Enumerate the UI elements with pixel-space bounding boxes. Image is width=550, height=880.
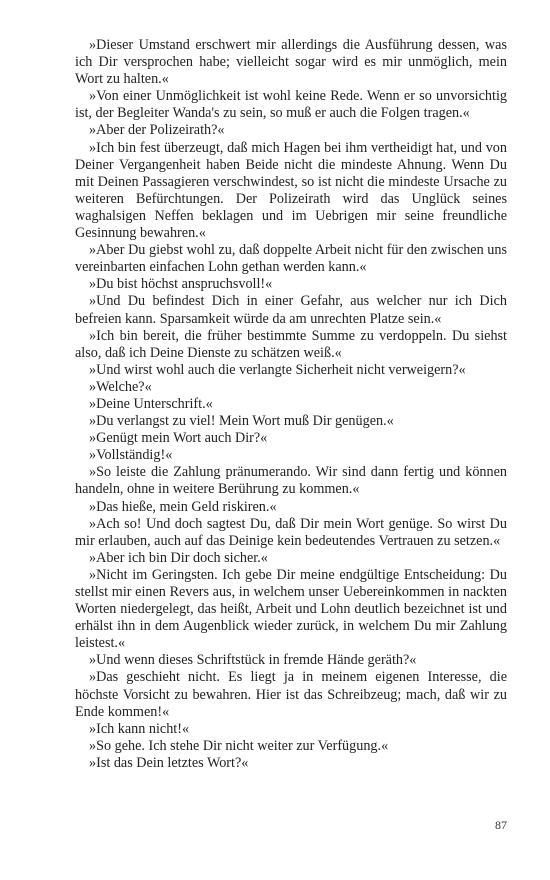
paragraph: »Welche?« [89,378,152,395]
paragraph: »Aber der Polizeirath?« [89,122,225,139]
page-number: 87 [495,818,507,832]
paragraph: »Ich bin bereit, die früher bestimmte Summe zu verdoppeln. Du siehst also, daß ich Deine Dienste zu schätzen weiß.« [75,327,507,361]
paragraph: »So leiste die Zahlung pränumerando. Wir sind dann fertig und können handeln, ohne in weitere Berührung zu kommen.« [75,464,507,498]
paragraph: »Und Du befindest Dich in einer Gefahr, aus welcher nur ich Dich befreien kann. Sparsamkeit würde da am unrechten Platze sein.« [75,293,507,327]
paragraph: »Ist das Dein letztes Wort?« [89,754,249,771]
paragraph: »Ach so! Und doch sagtest Du, daß Dir mein Wort genüge. So wirst Du mir erlauben, auch auf das Deinige kein bedeutendes Vertrauen zu setzen.« [75,515,507,549]
paragraph: »Du verlangst zu viel! Mein Wort muß Dir genügen.« [89,413,394,430]
paragraph: »Und wirst wohl auch die verlangte Sicherheit nicht verweigern?« [89,361,466,378]
paragraph: »Nicht im Geringsten. Ich gebe Dir meine endgültige Entscheidung: Du stellst mir einen Revers aus, in welchem unser Uebereinkommen in nackten Worten niedergelegt, das heißt, Arbeit und Lohn deutlich bezeichnet ist und erhälst ihn in dem Augenblick wieder zurück, in welchem Du mir Zahlung leistest.« [75,566,507,652]
paragraph: »Das geschieht nicht. Es liegt ja in meinem eigenen Interesse, die höchste Vorsicht zu bewahren. Hier ist das Schreibzeug; mach, daß wir zu Ende kommen!« [75,669,507,720]
paragraph: »Aber Du giebst wohl zu, daß doppelte Arbeit nicht für den zwischen uns vereinbarten einfachen Lohn gethan werden kann.« [75,242,507,276]
paragraph: »Und wenn dieses Schriftstück in fremde Hände geräth?« [89,652,417,669]
paragraph: »So gehe. Ich stehe Dir nicht weiter zur Verfügung.« [89,737,389,754]
paragraph: »Ich kann nicht!« [89,720,190,737]
paragraph: »Du bist höchst anspruchsvoll!« [89,276,273,293]
paragraph: »Das hieße, mein Geld riskiren.« [89,498,277,515]
paragraph: »Dieser Umstand erschwert mir allerdings die Ausführung dessen, was ich Dir versprochen habe; vielleicht sogar wird es mir unmöglich, mein Wort zu halten.« [75,37,507,88]
book-page-text [75,37,507,772]
paragraph: »Genügt mein Wort auch Dir?« [89,430,268,447]
paragraph: »Von einer Unmöglichkeit ist wohl keine Rede. Wenn er so unvorsichtig ist, der Begleiter Wanda's zu sein, so muß er auch die Folgen tragen.« [75,88,507,122]
paragraph: »Ich bin fest überzeugt, daß mich Hagen bei ihm vertheidigt hat, und von Deiner Vergangenheit haben Beide nicht die mindeste Ahnung. Wenn Du mit Deinen Passagieren verschwindest, so ist nicht die mindeste Ursache zu weiteren Befürchtungen. Der Polizeirath wird das Unglück seines waghalsigen Neffen beklagen und im Uebrigen mir seine freundliche Gesinnung bewahren.« [75,139,507,242]
paragraph: »Deine Unterschrift.« [89,395,213,412]
paragraph: »Vollständig!« [89,447,173,464]
paragraph: »Aber ich bin Dir doch sicher.« [89,549,268,566]
